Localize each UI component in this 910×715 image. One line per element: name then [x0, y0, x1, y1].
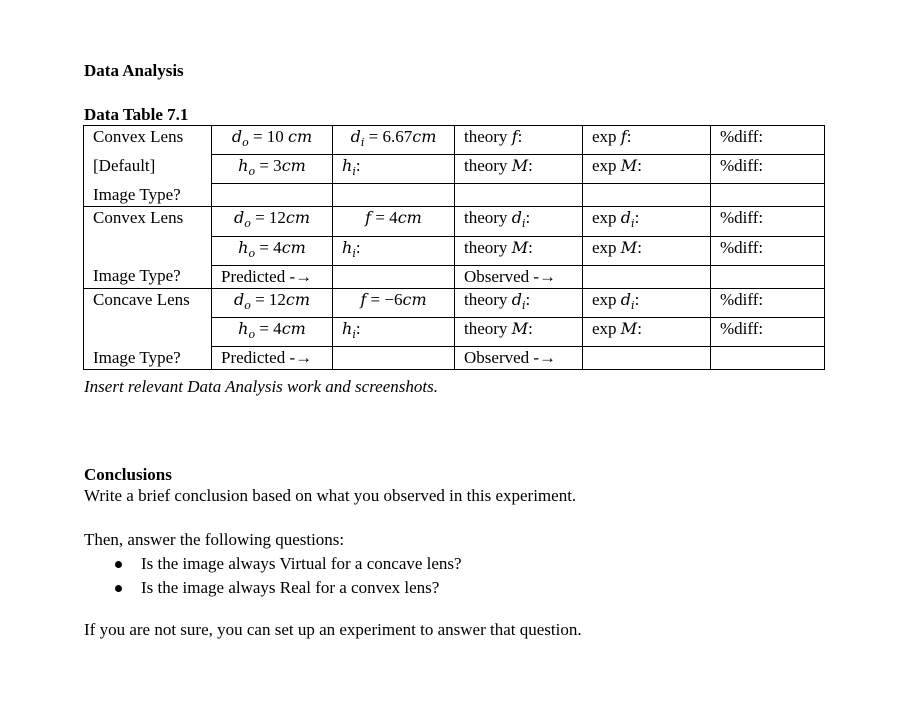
- table-cell: $h_o = 4cm$: [212, 236, 333, 265]
- table-cell: %diff:: [711, 288, 825, 317]
- questions-list: [112, 552, 462, 600]
- table-cell: $h_o = 4cm$: [212, 317, 333, 346]
- table-cell: exp M:: [583, 317, 711, 346]
- table-cell: $d_o = 12cm$: [212, 288, 333, 317]
- table-cell: [333, 265, 455, 288]
- table-cell: theory $d_i$:: [455, 207, 583, 236]
- table-cell: %diff:: [711, 207, 825, 236]
- table-cell: exp f:: [583, 126, 711, 155]
- data-table: [83, 125, 825, 370]
- table-cell: Observed -→: [455, 265, 583, 288]
- table-cell: theory M:: [455, 317, 583, 346]
- table-cell: theory M:: [455, 236, 583, 265]
- closing-text: If you are not sure, you can set up an experiment to answer that question.: [84, 620, 582, 639]
- table-row: [84, 288, 825, 317]
- question-item: Is the image always Real for a convex lens?: [112, 576, 462, 600]
- table-cell: [711, 347, 825, 370]
- table-cell: [711, 265, 825, 288]
- table-cell: Image Type?: [84, 184, 212, 207]
- table-row: [84, 236, 825, 265]
- table-row: [84, 265, 825, 288]
- table-cell: Image Type?: [84, 265, 212, 288]
- table-cell: [583, 184, 711, 207]
- table-cell: Predicted -→: [212, 347, 333, 370]
- conclusions-title: Conclusions: [84, 465, 172, 484]
- table-cell: $h_i$:: [333, 317, 455, 346]
- table-cell: $h_i$:: [333, 155, 455, 184]
- table-cell: exp M:: [583, 236, 711, 265]
- table-row: [84, 126, 825, 155]
- table-cell: $h_o = 3cm$: [212, 155, 333, 184]
- table-cell: Convex Lens: [84, 207, 212, 236]
- section-title: Data Analysis: [84, 61, 184, 80]
- table-cell: $\exp d_i$:: [583, 288, 711, 317]
- table-cell: $d_i = 6.67cm$: [333, 126, 455, 155]
- table-cell: [711, 184, 825, 207]
- table-cell: [212, 184, 333, 207]
- table-row: [84, 155, 825, 184]
- table-cell: theory M:: [455, 155, 583, 184]
- table-cell: [84, 236, 212, 265]
- table-cell: [333, 347, 455, 370]
- table-cell: [Default]: [84, 155, 212, 184]
- table-cell: f = 4cm: [333, 207, 455, 236]
- question-item: Is the image always Virtual for a concave lens?: [112, 552, 462, 576]
- table-row: [84, 184, 825, 207]
- table-cell: $d_o = 10$ cm: [212, 126, 333, 155]
- table-cell: [583, 265, 711, 288]
- table-cell: $d_o = 12cm$: [212, 207, 333, 236]
- table-cell: %diff:: [711, 236, 825, 265]
- table-cell: [333, 184, 455, 207]
- table-cell: %diff:: [711, 155, 825, 184]
- table-cell: f = −6cm: [333, 288, 455, 317]
- table-cell: Predicted -→: [212, 265, 333, 288]
- table-cell: theory $d_i$:: [455, 288, 583, 317]
- table-cell: theory f:: [455, 126, 583, 155]
- questions-intro: Then, answer the following questions:: [84, 530, 345, 549]
- table-cell: $\exp d_i$:: [583, 207, 711, 236]
- table-cell: $h_i$:: [333, 236, 455, 265]
- table-cell: [455, 184, 583, 207]
- table-cell: exp M:: [583, 155, 711, 184]
- table-cell: [84, 317, 212, 346]
- table-cell: [583, 347, 711, 370]
- table-title: Data Table 7.1: [84, 105, 189, 124]
- table-cell: Concave Lens: [84, 288, 212, 317]
- table-cell: Observed -→: [455, 347, 583, 370]
- table-cell: %diff:: [711, 126, 825, 155]
- table-row: [84, 207, 825, 236]
- table-cell: Image Type?: [84, 347, 212, 370]
- conclusion-text: Write a brief conclusion based on what you observed in this experiment.: [84, 486, 577, 505]
- table-row: [84, 347, 825, 370]
- instruction-text: Insert relevant Data Analysis work and screenshots.: [84, 377, 438, 396]
- table-row: [84, 317, 825, 346]
- table-cell: %diff:: [711, 317, 825, 346]
- table-cell: Convex Lens: [84, 126, 212, 155]
